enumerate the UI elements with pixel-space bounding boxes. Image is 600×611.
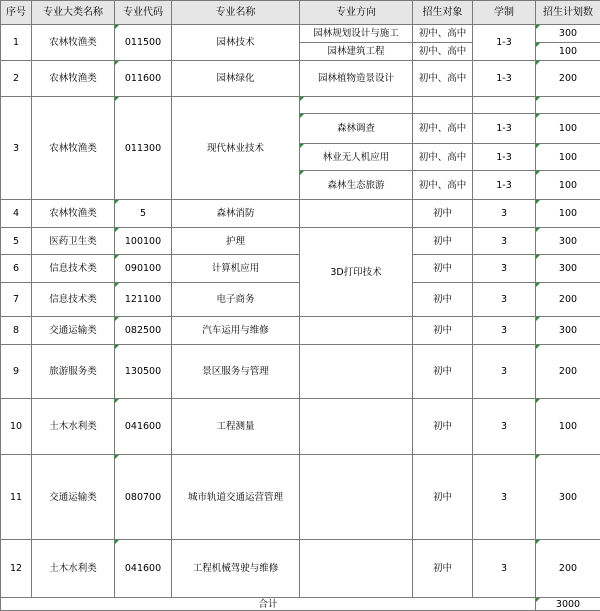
cell-no: 11 xyxy=(1,455,32,540)
cell-target: 初中 xyxy=(413,255,473,283)
cell-code: 011300 xyxy=(115,97,172,200)
cell-plan: 100 xyxy=(536,144,600,171)
cell-target: 初中、高中 xyxy=(413,25,473,43)
cell-category: 交通运输类 xyxy=(32,317,115,345)
table-row xyxy=(1,345,600,372)
cell-direction-empty xyxy=(300,455,413,540)
cell-direction-empty xyxy=(300,399,413,455)
cell-plan: 200 xyxy=(536,283,600,317)
cell-major: 汽车运用与维修 xyxy=(172,317,300,345)
header-major: 专业名称 xyxy=(172,1,300,25)
header-row xyxy=(1,1,600,25)
cell-category: 土木水利类 xyxy=(32,540,115,598)
cell-direction-empty xyxy=(300,200,413,228)
cell-target-empty xyxy=(413,97,473,114)
cell-major: 工程机械驾驶与维修 xyxy=(172,540,300,598)
cell-direction-empty xyxy=(300,97,413,114)
table-row xyxy=(1,200,600,228)
cell-duration: 3 xyxy=(473,255,536,283)
cell-major: 计算机应用 xyxy=(172,255,300,283)
table-row xyxy=(1,317,600,345)
cell-no: 7 xyxy=(1,283,32,317)
cell-plan: 100 xyxy=(536,171,600,200)
cell-category: 信息技术类 xyxy=(32,283,115,317)
header-direction: 专业方向 xyxy=(300,1,413,25)
cell-duration: 3 xyxy=(473,228,536,255)
cell-plan: 300 xyxy=(536,317,600,345)
cell-target: 初中、高中 xyxy=(413,114,473,144)
cell-plan: 100 xyxy=(536,43,600,61)
cell-direction-empty xyxy=(300,540,413,598)
cell-no: 12 xyxy=(1,540,32,598)
cell-plan: 200 xyxy=(536,540,600,598)
cell-category: 旅游服务类 xyxy=(32,345,115,399)
cell-no: 6 xyxy=(1,255,32,283)
header-plan: 招生计划数 xyxy=(536,1,600,25)
table-row xyxy=(1,25,600,43)
total-plan: 3000 xyxy=(536,598,600,611)
cell-duration: 3 xyxy=(473,283,536,317)
cell-target: 初中 xyxy=(413,399,473,455)
cell-code: 100100 xyxy=(115,228,172,255)
table-row xyxy=(1,455,600,483)
cell-plan: 100 xyxy=(536,114,600,144)
header-category: 专业大类名称 xyxy=(32,1,115,25)
cell-no: 5 xyxy=(1,228,32,255)
cell-no: 2 xyxy=(1,61,32,97)
cell-no: 3 xyxy=(1,97,32,200)
cell-plan: 200 xyxy=(536,345,600,399)
cell-direction: 园林建筑工程 xyxy=(300,43,413,61)
cell-major: 园林技术 xyxy=(172,25,300,61)
cell-category: 信息技术类 xyxy=(32,255,115,283)
cell-direction-empty xyxy=(300,345,413,399)
cell-code: 011500 xyxy=(115,25,172,61)
cell-no: 1 xyxy=(1,25,32,61)
cell-category: 农林牧渔类 xyxy=(32,200,115,228)
cell-duration: 3 xyxy=(473,200,536,228)
cell-category: 农林牧渔类 xyxy=(32,25,115,61)
cell-code: 041600 xyxy=(115,399,172,455)
cell-code: 011600 xyxy=(115,61,172,97)
cell-target: 初中 xyxy=(413,345,473,399)
header-code: 专业代码 xyxy=(115,1,172,25)
cell-code: 041600 xyxy=(115,540,172,598)
table-row xyxy=(1,97,600,114)
header-target: 招生对象 xyxy=(413,1,473,25)
cell-category: 交通运输类 xyxy=(32,455,115,540)
cell-major: 园林绿化 xyxy=(172,61,300,97)
header-duration: 学制 xyxy=(473,1,536,25)
cell-duration: 1-3 xyxy=(473,114,536,144)
cell-duration: 3 xyxy=(473,455,536,540)
cell-target: 初中 xyxy=(413,540,473,598)
cell-target: 初中、高中 xyxy=(413,144,473,171)
cell-code: 121100 xyxy=(115,283,172,317)
cell-major: 电子商务 xyxy=(172,283,300,317)
cell-no: 4 xyxy=(1,200,32,228)
cell-target: 初中 xyxy=(413,317,473,345)
cell-code: 090100 xyxy=(115,255,172,283)
cell-direction-empty xyxy=(300,317,413,345)
total-row xyxy=(1,598,600,611)
cell-major: 森林消防 xyxy=(172,200,300,228)
cell-major: 现代林业技术 xyxy=(172,97,300,200)
cell-duration: 3 xyxy=(473,317,536,345)
cell-code: 130500 xyxy=(115,345,172,399)
cell-duration: 1-3 xyxy=(473,61,536,97)
cell-major: 景区服务与管理 xyxy=(172,345,300,399)
cell-duration: 3 xyxy=(473,399,536,455)
cell-plan: 100 xyxy=(536,399,600,455)
cell-direction: 园林植物造景设计 xyxy=(300,61,413,97)
cell-duration: 1-3 xyxy=(473,144,536,171)
cell-no: 10 xyxy=(1,399,32,455)
cell-code: 5 xyxy=(115,200,172,228)
cell-direction: 森林生态旅游 xyxy=(300,171,413,200)
cell-direction-shared: 3D打印技术 xyxy=(300,228,413,317)
cell-target: 初中 xyxy=(413,283,473,317)
cell-target: 初中 xyxy=(413,228,473,255)
cell-target: 初中 xyxy=(413,200,473,228)
cell-duration: 3 xyxy=(473,345,536,399)
cell-target: 初中 xyxy=(413,455,473,540)
cell-duration: 1-3 xyxy=(473,171,536,200)
cell-plan: 300 xyxy=(536,455,600,540)
cell-code: 082500 xyxy=(115,317,172,345)
header-no: 序号 xyxy=(1,1,32,25)
cell-category: 农林牧渔类 xyxy=(32,61,115,97)
cell-no: 8 xyxy=(1,317,32,345)
cell-code: 080700 xyxy=(115,455,172,540)
total-label: 合计 xyxy=(1,598,536,611)
table-row xyxy=(1,540,600,569)
table-row xyxy=(1,399,600,427)
cell-plan: 300 xyxy=(536,228,600,255)
cell-no: 9 xyxy=(1,345,32,399)
table-row xyxy=(1,61,600,97)
cell-plan: 100 xyxy=(536,200,600,228)
cell-category: 土木水利类 xyxy=(32,399,115,455)
cell-target: 初中、高中 xyxy=(413,61,473,97)
cell-direction: 森林调查 xyxy=(300,114,413,144)
cell-duration: 1-3 xyxy=(473,25,536,61)
cell-target: 初中、高中 xyxy=(413,43,473,61)
cell-plan: 300 xyxy=(536,25,600,43)
table-row xyxy=(1,228,600,255)
cell-plan: 200 xyxy=(536,61,600,97)
cell-target: 初中、高中 xyxy=(413,171,473,200)
cell-plan-empty xyxy=(536,97,600,114)
cell-direction: 林业无人机应用 xyxy=(300,144,413,171)
cell-major: 护理 xyxy=(172,228,300,255)
cell-duration-empty xyxy=(473,97,536,114)
cell-direction: 园林规划设计与施工 xyxy=(300,25,413,43)
cell-plan: 300 xyxy=(536,255,600,283)
cell-major: 工程测量 xyxy=(172,399,300,455)
cell-major: 城市轨道交通运营管理 xyxy=(172,455,300,540)
cell-category: 农林牧渔类 xyxy=(32,97,115,200)
cell-duration: 3 xyxy=(473,540,536,598)
cell-category: 医药卫生类 xyxy=(32,228,115,255)
